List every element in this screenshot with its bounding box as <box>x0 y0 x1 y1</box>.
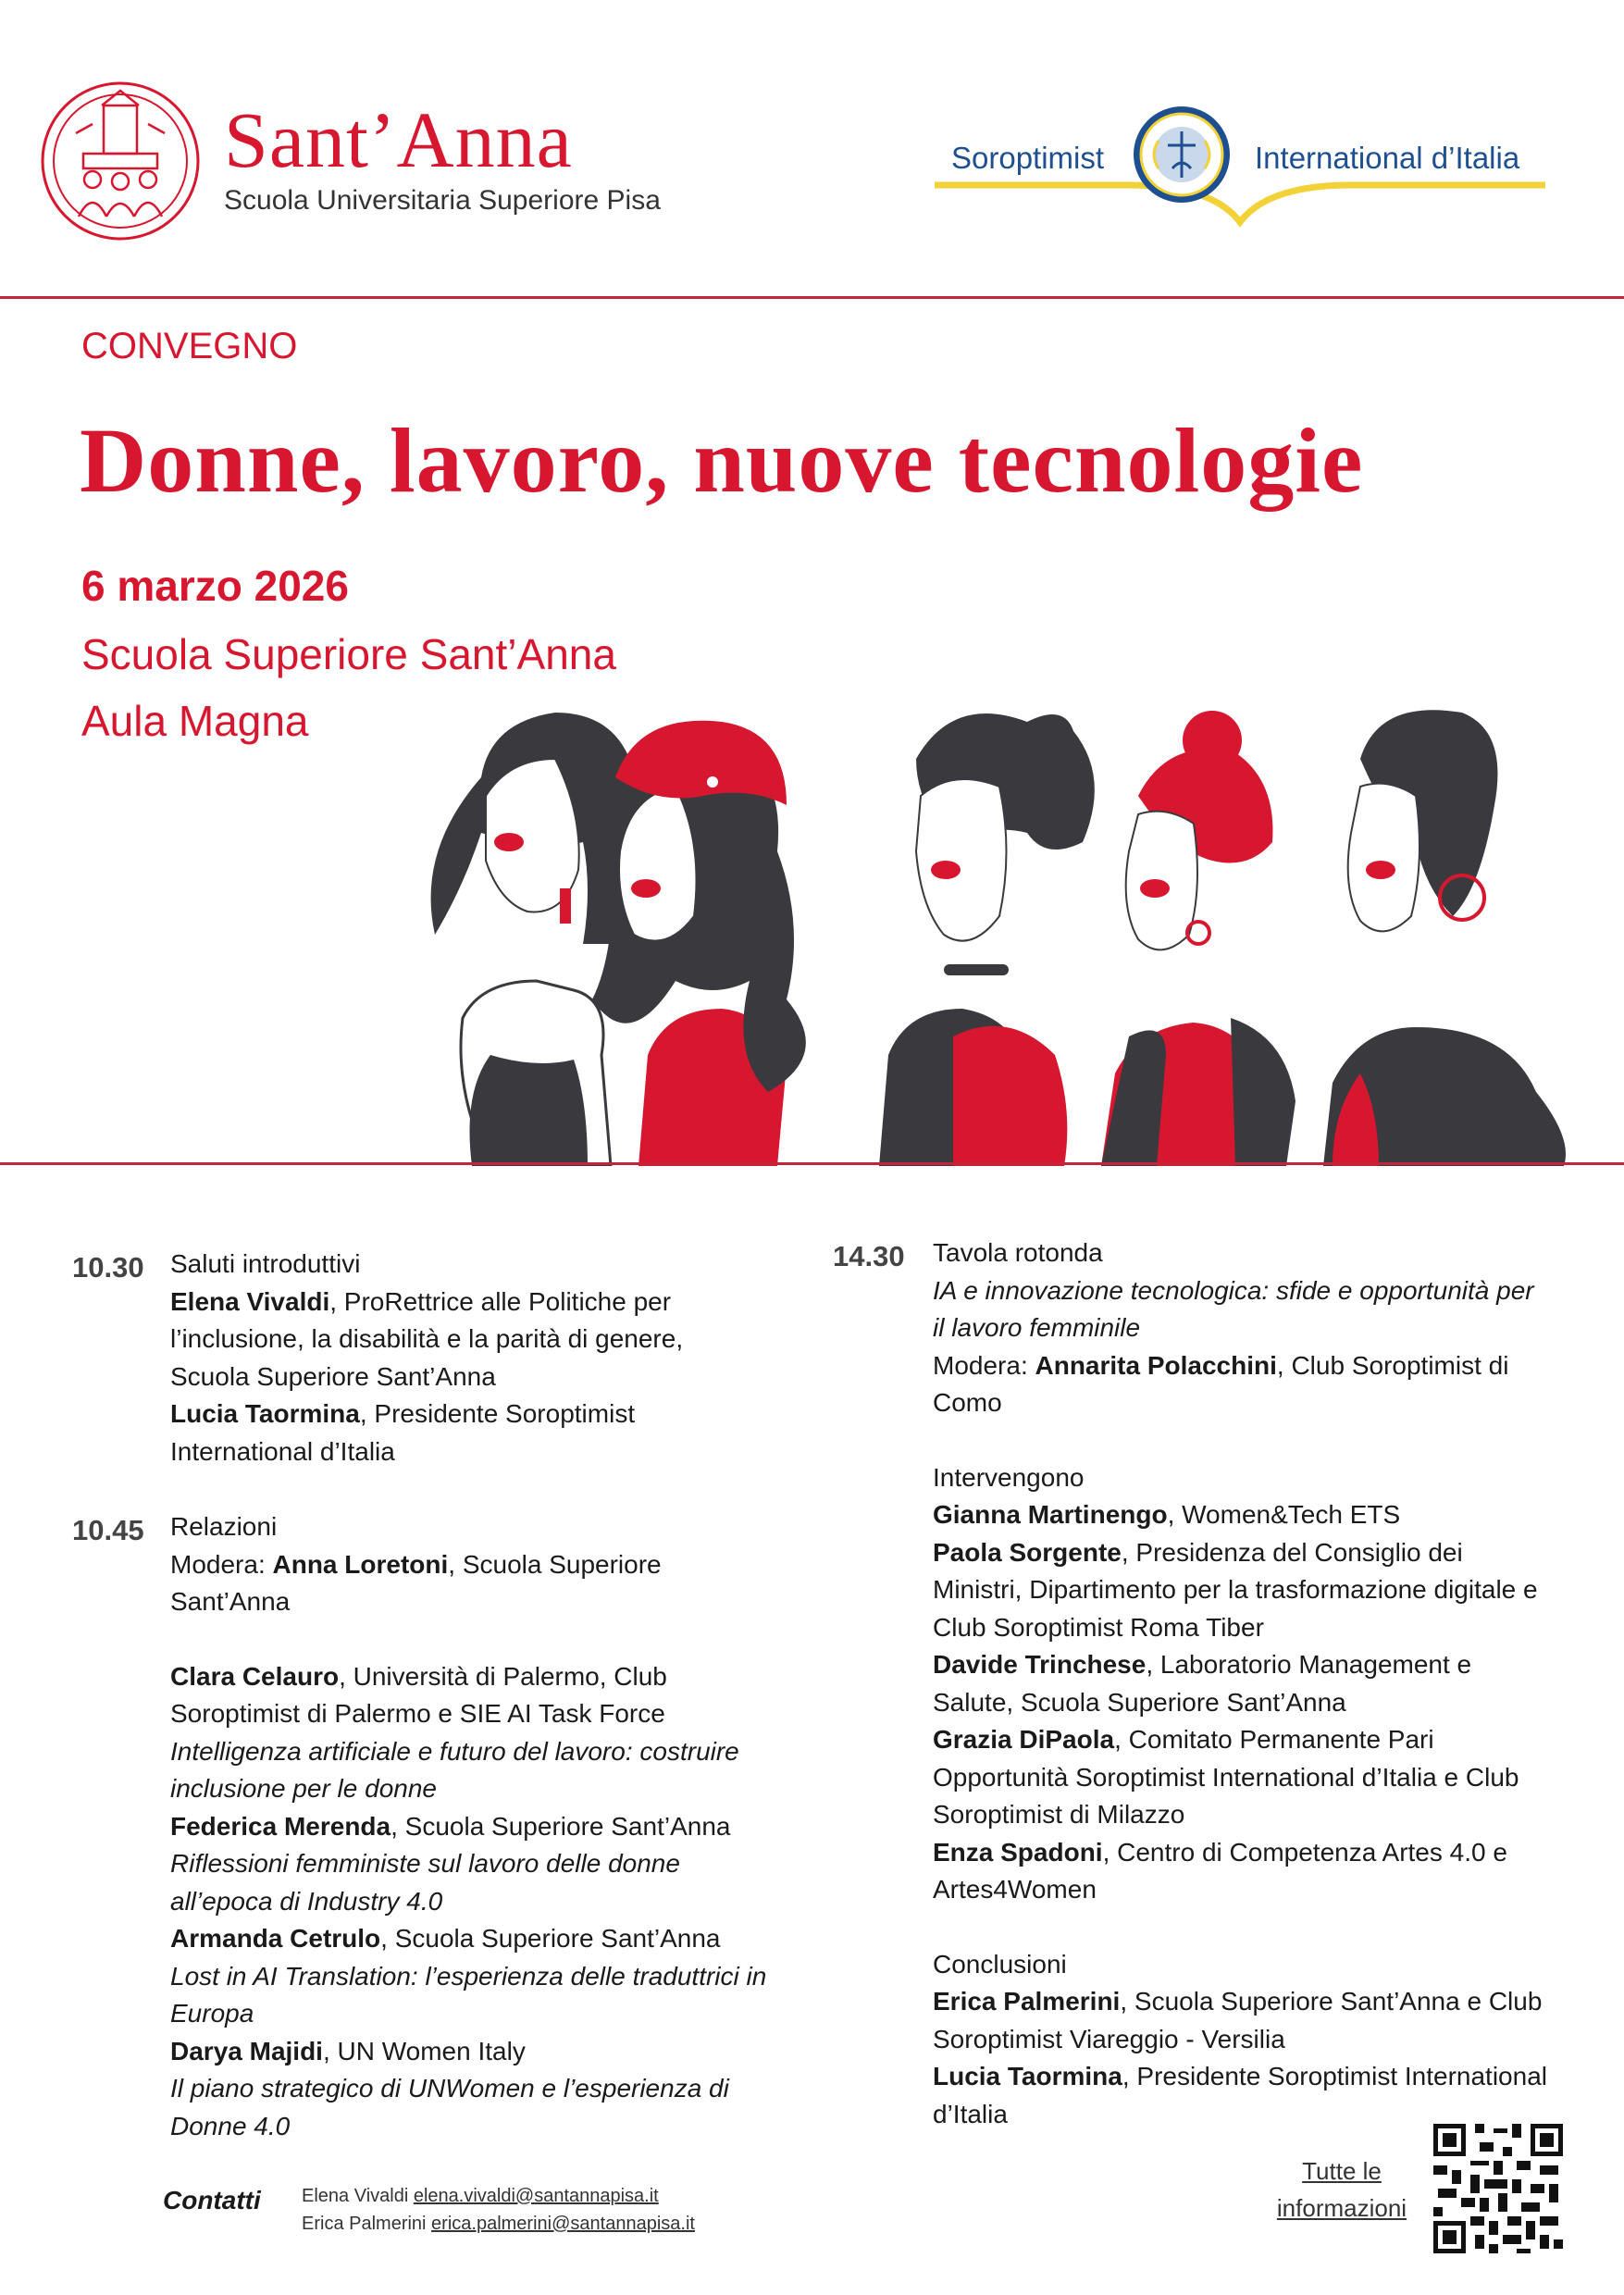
speaker-name: Clara Celauro <box>170 1661 340 1691</box>
session-heading: Saluti introduttivi <box>170 1249 361 1278</box>
speaker-name: Federica Merenda <box>170 1811 391 1841</box>
event-kind: CONVEGNO <box>81 326 298 366</box>
qr-code-icon[interactable] <box>1429 2119 1568 2258</box>
talk-title: Lost in AI Translation: l’esperienza delle traduttrici in <box>170 1961 767 1991</box>
talk-title: Il piano strategico di UNWomen e l’esperienza di <box>170 2074 729 2103</box>
university-logo-text <box>224 95 661 217</box>
woman-2-figure <box>592 721 806 1166</box>
session-tavola-rotonda: Tavola rotonda IA e innovazione tecnologica: sfide e opportunità per il lavoro femminile Modera: Annarita Polacchini, Club Soroptimist di Como Intervengono Gianna Martinengo, Women&Tech ETS Paola Sorgente, Presidenza del Consiglio dei Ministri, Dipartimento per la trasformazione digitale e Club Soroptimist Roma Tiber Davide Trinchese, Laboratorio Management e Salute, Scuola Superiore Sant’Anna Grazia DiPaola, Comitato Permanente Pari Opportunità Soroptimist International d’Italia e Club Soroptimist di Milazzo Enza Spadoni, Centro di Competenza Artes 4.0 e Artes4Women Conclusioni Erica Palmerini, Scuola Superiore Sant’Anna e Club Soroptimist Viareggio - Versilia Lucia Taormina, Presidente Soroptimist International d’Italia <box>933 1234 1599 2133</box>
header-divider <box>0 296 1624 299</box>
speaker-name: Paola Sorgente <box>933 1537 1122 1567</box>
speaker-name: Lucia Taormina <box>170 1399 360 1428</box>
speaker-name: Darya Majidi <box>170 2036 323 2066</box>
illustration-divider <box>0 1162 1624 1165</box>
event-date: 6 marzo 2026 <box>81 562 349 610</box>
university-name: Sant’Anna <box>224 95 573 184</box>
sant-anna-seal-icon <box>37 78 204 244</box>
session-time-1430: 14.30 <box>833 1240 905 1272</box>
woman-5-figure <box>1323 710 1566 1166</box>
woman-4-figure <box>1101 711 1295 1166</box>
round-table-topic: IA e innovazione tecnologica: sfide e opportunità per <box>933 1275 1534 1305</box>
panel-heading: Intervengono <box>933 1462 1085 1492</box>
speaker-name: Elena Vivaldi <box>170 1286 330 1316</box>
speaker-name: Enza Spadoni <box>933 1837 1103 1867</box>
partner-name-right: International d’Italia <box>1255 141 1520 175</box>
soroptimist-seal-icon <box>1131 104 1233 205</box>
speaker-name: Gianna Martinengo <box>933 1500 1168 1529</box>
email-link-palmerini[interactable]: erica.palmerini@santannapisa.it <box>431 2214 695 2234</box>
five-women-illustration <box>398 703 1624 1166</box>
session-heading: Tavola rotonda <box>933 1238 1103 1267</box>
email-link-vivaldi[interactable]: elena.vivaldi@santannapisa.it <box>413 2186 659 2206</box>
session-heading: Relazioni <box>170 1512 278 1541</box>
moderator-name: Annarita Polacchini <box>1035 1350 1277 1380</box>
event-room: Aula Magna <box>81 697 309 745</box>
session-saluti: Saluti introduttivi Elena Vivaldi, ProRettrice alle Politiche per l’inclusione, la disabilità e la parità di genere, Scuola Superiore Sant’Anna Lucia Taormina, Presidente Soroptimist International d’Italia <box>170 1246 818 1470</box>
conclusions-heading: Conclusioni <box>933 1949 1067 1979</box>
speaker-name: Lucia Taormina <box>933 2062 1122 2090</box>
session-time-1030: 10.30 <box>72 1251 144 1284</box>
speaker-name: Davide Trinchese <box>933 1650 1147 1679</box>
more-info-link[interactable]: Tutte le informazioni <box>1276 2157 1407 2222</box>
event-title: Donne, lavoro, nuove tecnologie <box>80 409 1364 512</box>
moderator-name: Anna Loretoni <box>272 1549 449 1579</box>
speaker-name: Armanda Cetrulo <box>170 1924 381 1953</box>
talk-title: Intelligenza artificiale e futuro del lavoro: costruire <box>170 1736 739 1766</box>
woman-3-figure <box>879 713 1095 1166</box>
university-subtitle: Scuola Universitaria Superiore Pisa <box>224 185 661 216</box>
contacts-label: Contatti <box>163 2186 261 2214</box>
partner-name-left: Soroptimist <box>951 141 1105 175</box>
session-relazioni: Relazioni Modera: Anna Loretoni, Scuola Superiore Sant’Anna Clara Celauro, Università di Palermo, Club Soroptimist di Palermo e SIE AI Task Force Intelligenza artificiale e futuro del lavoro: costruire inclusione per le donne Federica Merenda, Scuola Superiore Sant’Anna Riflessioni femministe sul lavoro delle donne all’epoca di Industry 4.0 Armanda Cetrulo, Scuola Superiore Sant’Anna Lost in AI Translation: l’esperienza delle traduttrici in Europa Darya Majidi, UN Women Italy Il piano strategico di UNWomen e l’esperienza di Donne 4.0 <box>170 1508 818 2145</box>
speaker-name: Grazia DiPaola <box>933 1725 1115 1754</box>
event-venue: Scuola Superiore Sant’Anna <box>81 630 616 678</box>
contacts-list: Elena Vivaldi elena.vivaldi@santannapisa.it Erica Palmerini erica.palmerini@santannapisa.it <box>302 2186 695 2234</box>
session-time-1045: 10.45 <box>72 1514 144 1546</box>
speaker-name: Erica Palmerini <box>933 1987 1121 2016</box>
talk-title: Riflessioni femministe sul lavoro delle donne <box>170 1849 680 1878</box>
